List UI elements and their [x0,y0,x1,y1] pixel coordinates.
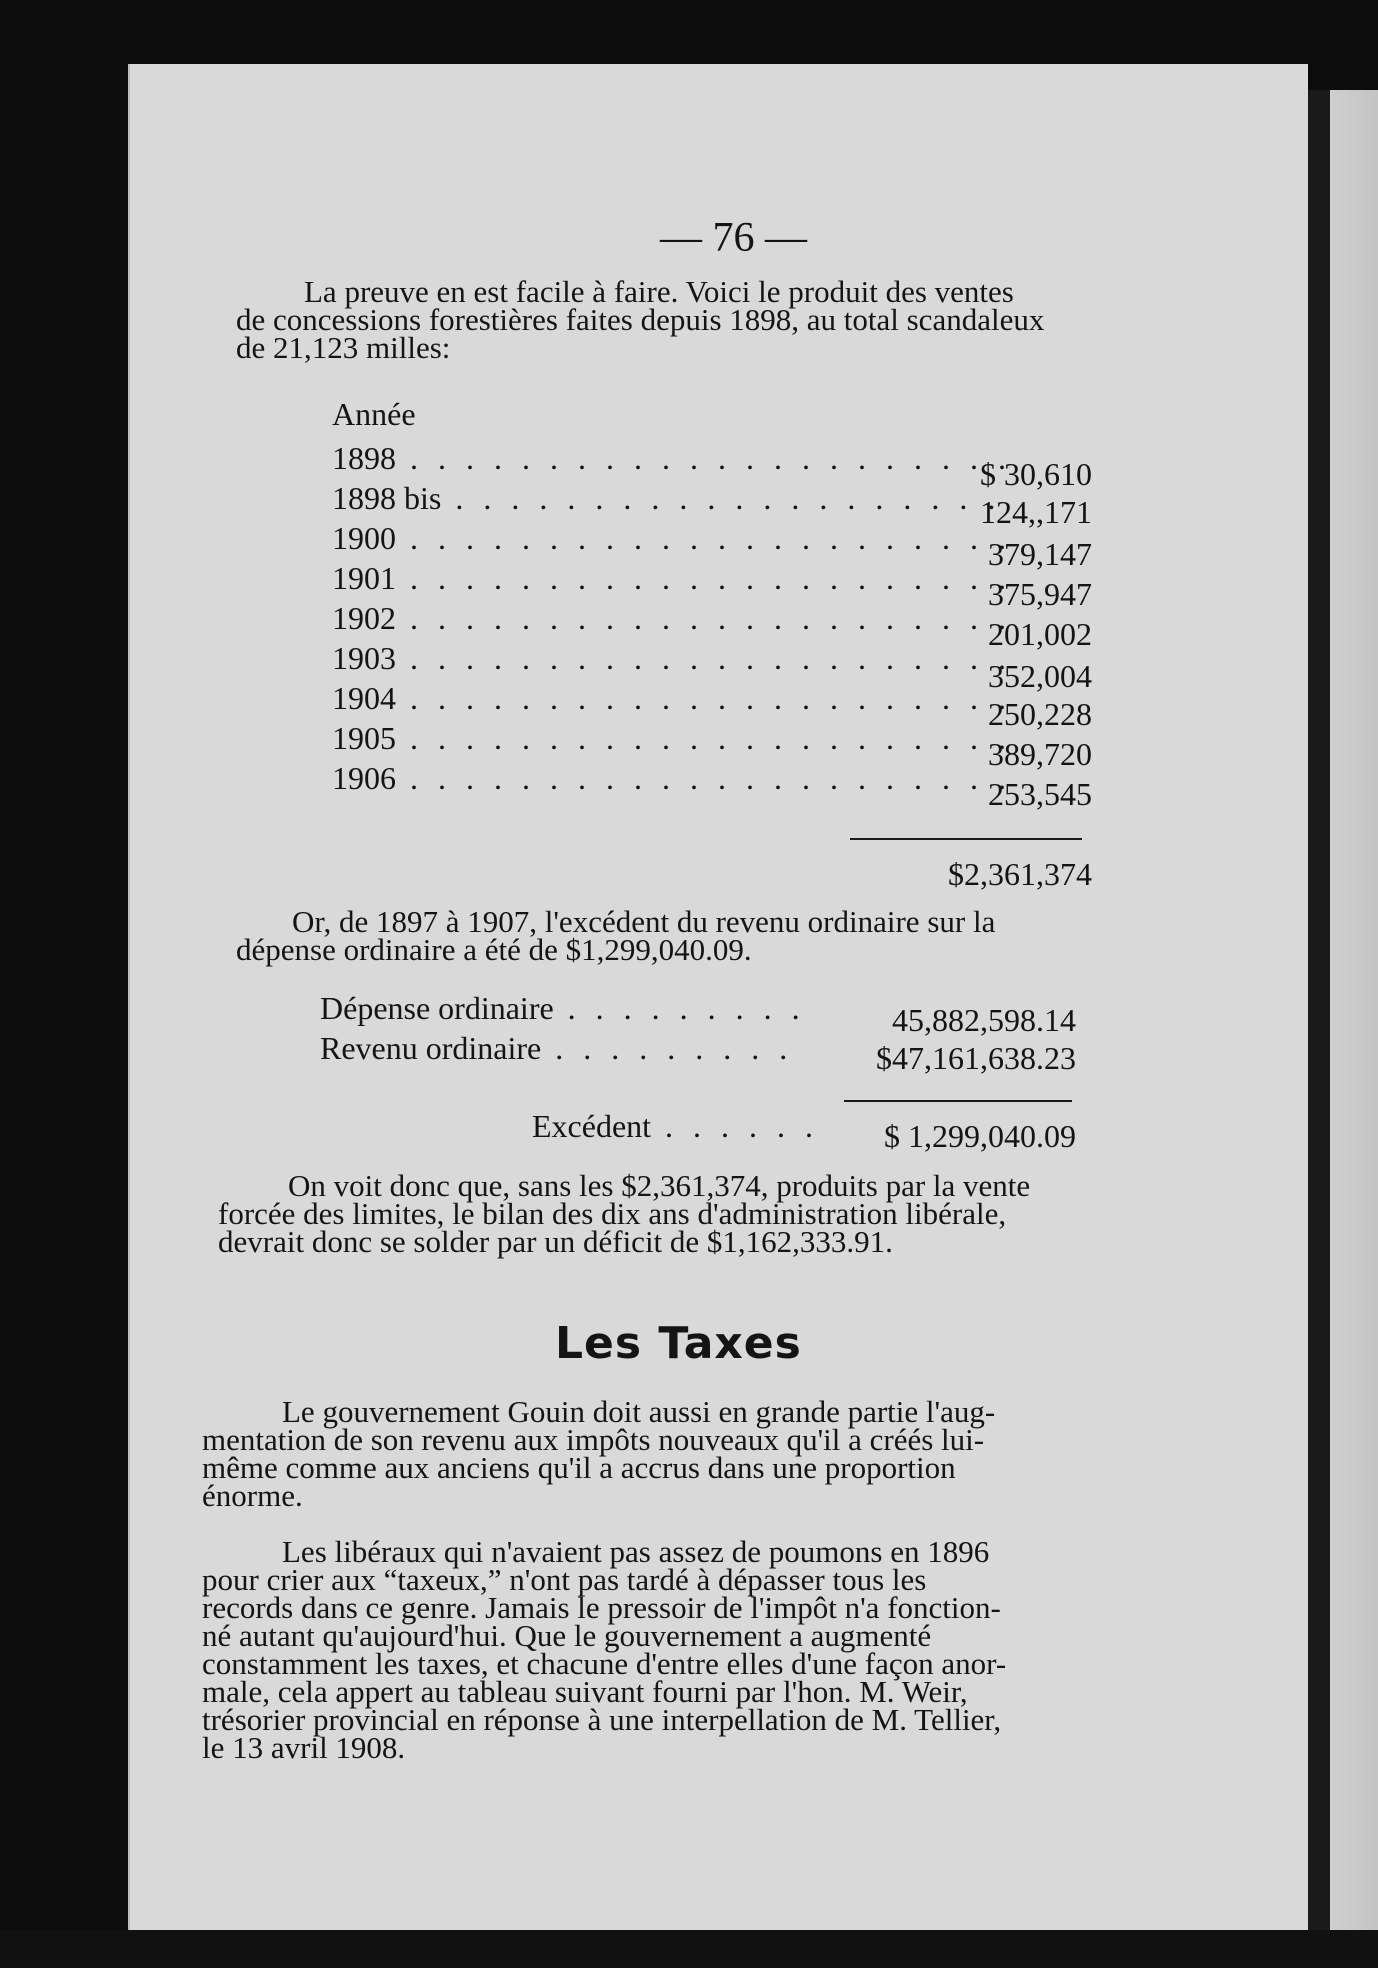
page-number: — 76 — [660,215,807,261]
taxes-line: né autant qu'aujourd'hui. Que le gouvernement a augmenté [202,1618,932,1653]
row-label: Revenu ordinaire [320,1030,542,1066]
taxes-line: male, cela appert au tableau suivant fourni par l'hon. M. Weir, [202,1674,968,1709]
row-year: 1898 bis [332,480,442,516]
row-year: 1903 [332,640,396,676]
taxes-line: même comme aux anciens qu'il a accrus dans une proportion [202,1450,956,1485]
budget-table [320,990,1076,1160]
row-year: 1901 [332,560,396,596]
table-row: 1904 . . . . . . . . . . . . . . . . . . . . . . [332,680,1012,716]
total-label: Excédent [532,1108,652,1144]
section-heading: Les Taxes [555,1318,802,1369]
table-row: 1900 . . . . . . . . . . . . . . . . . . . . . . [332,520,1012,556]
intro-line: La preuve en est facile à faire. Voici le produit des ventes [304,274,1014,309]
row-amount: 352,004 [988,658,1092,694]
table-row: 1903 . . . . . . . . . . . . . . . . . . . . . . [332,640,1012,676]
row-amount: 375,947 [988,576,1092,612]
row-amount: 45,882,598.14 [892,1002,1076,1038]
taxes-line: énorme. [202,1478,303,1513]
total-rule [850,838,1082,840]
row-amount: 250,228 [988,696,1092,732]
table-row: 1901 . . . . . . . . . . . . . . . . . . . . . . [332,560,1012,596]
row-label: Dépense ordinaire [320,990,554,1026]
row-amount: 124,,171 [980,494,1092,530]
sales-table [332,396,1092,896]
taxes-line: Le gouvernement Gouin doit aussi en grande partie l'aug- [282,1394,996,1429]
surplus-line: dépense ordinaire a été de $1,299,040.09. [236,932,752,967]
table-row: Revenu ordinaire . . . . . . . . . [320,1030,794,1066]
row-amount: 253,545 [988,776,1092,812]
conclusion-line: devrait donc se solder par un déficit de $1,162,333.91. [218,1224,893,1259]
adjacent-page-edge [1308,90,1378,1968]
sales-total: $2,361,374 [948,856,1092,892]
total-amount: $ 1,299,040.09 [884,1118,1076,1154]
taxes-line: pour crier aux “taxeux,” n'ont pas tardé à dépasser tous les [202,1562,927,1597]
table-row: 1905 . . . . . . . . . . . . . . . . . . . . . . [332,720,1012,756]
conclusion-paragraph [218,1168,1173,1259]
table-row: Dépense ordinaire . . . . . . . . . [320,990,806,1026]
row-amount: $47,161,638.23 [876,1040,1076,1076]
row-amount: 379,147 [988,536,1092,572]
surplus-line: Or, de 1897 à 1907, l'excédent du revenu ordinaire sur la [292,904,996,939]
conclusion-line: forcée des limites, le bilan des dix ans d'administration libérale, [218,1196,1007,1231]
taxes-paragraph-1 [202,1394,1164,1513]
table-row: 1902 . . . . . . . . . . . . . . . . . . . . . . [332,600,1012,636]
taxes-paragraph-2 [202,1534,1164,1765]
table-header-year: Année [332,396,416,432]
row-year: 1902 [332,600,396,636]
taxes-line: trésorier provincial en réponse à une interpellation de M. Tellier, [202,1702,1002,1737]
intro-line: de concessions forestières faites depuis 1898, au total scandaleux [236,302,1045,337]
taxes-line: mentation de son revenu aux impôts nouveaux qu'il a créés lui- [202,1422,985,1457]
taxes-line: le 13 avril 1908. [202,1730,406,1765]
surplus-paragraph [236,904,1178,967]
taxes-line: Les libéraux qui n'avaient pas assez de poumons en 1896 [282,1534,990,1569]
table-row: 1898 bis . . . . . . . . . . . . . . . . . . . . [332,480,1002,516]
total-row: Excédent . . . . . . [532,1108,820,1144]
taxes-line: constamment les taxes, et chacune d'entre elles d'une façon anor- [202,1646,1007,1681]
row-amount: 201,002 [988,616,1092,652]
conclusion-line: On voit donc que, sans les $2,361,374, produits par la vente [288,1168,1031,1203]
total-rule [844,1100,1072,1102]
intro-paragraph [236,274,1193,365]
row-amount: 389,720 [988,736,1092,772]
row-year: 1905 [332,720,396,756]
scan-border [0,1930,1378,1968]
row-year: 1904 [332,680,396,716]
table-row: 1906 . . . . . . . . . . . . . . . . . . . . . . [332,760,1012,796]
table-row: 1898 . . . . . . . . . . . . . . . . . . . . . . [332,440,1012,476]
row-year: 1900 [332,520,396,556]
row-year: 1898 [332,440,396,476]
row-amount: $ 30,610 [980,456,1092,492]
taxes-line: records dans ce genre. Jamais le pressoir de l'impôt n'a fonction- [202,1590,1001,1625]
row-year: 1906 [332,760,396,796]
intro-line: de 21,123 milles: [236,330,451,365]
